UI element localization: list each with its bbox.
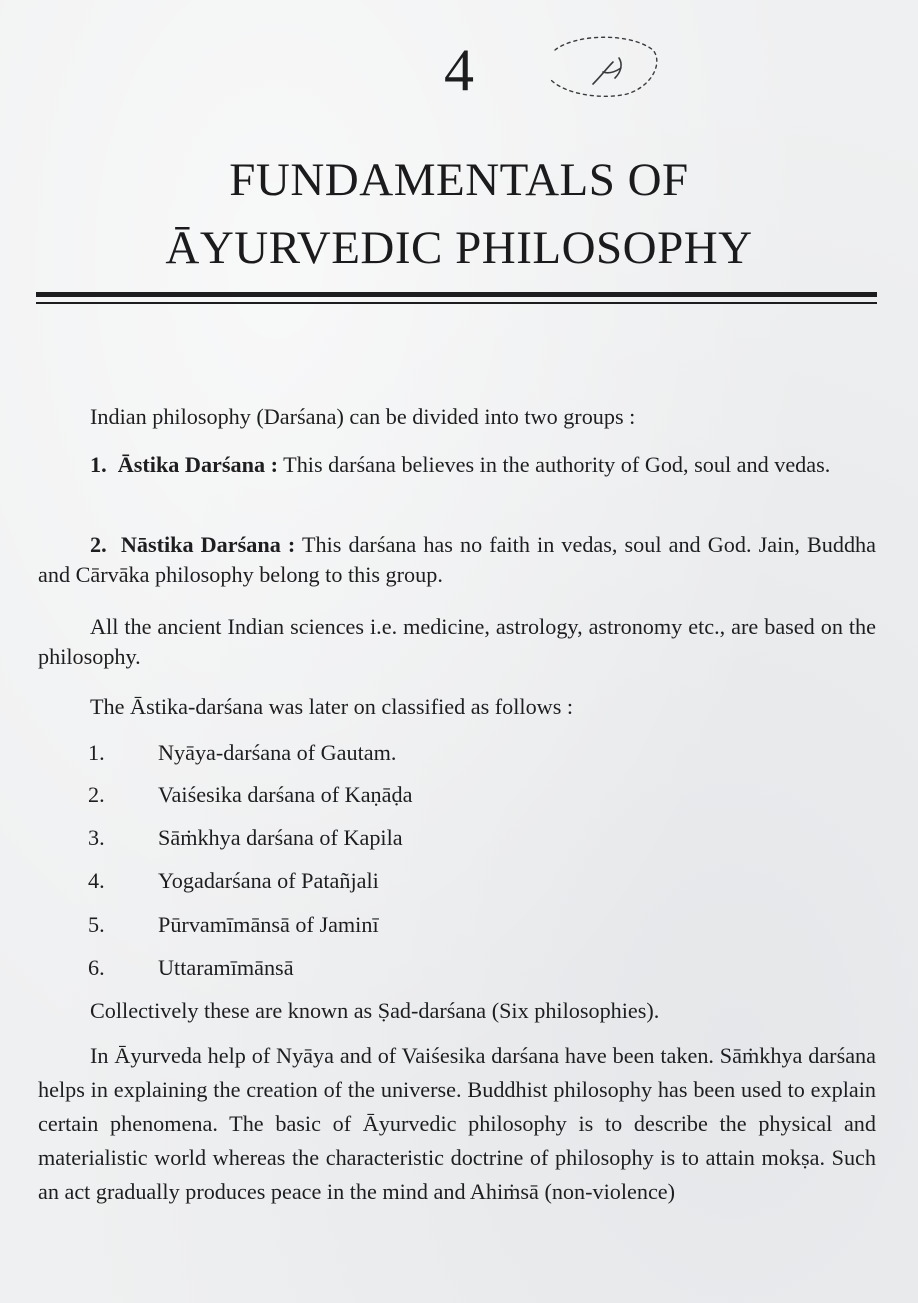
sciences-paragraph: All the ancient Indian sciences i.e. medicine, astrology, astronomy etc., are based on the philosophy. [38,614,876,669]
chapter-title-line-1: FUNDAMENTALS OF [229,154,689,206]
list-item-text: Yogadarśana of Patañjali [158,868,379,893]
chapter-number: 4 [444,37,474,103]
collective-paragraph: Collectively these are known as Ṣad-darśana (Six philosophies). [90,998,660,1023]
group-nastika-marker: 2. [90,532,107,557]
chapter-title-line-2: ĀYURVEDIC PHILOSOPHY [165,222,753,274]
list-item-number: 2. [88,782,105,807]
group-nastika-text: This darśana has no faith in vedas, soul and God. Jain, Buddha and Cārvāka philosophy belong to this group. [38,532,876,587]
list-item-text: Pūrvamīmānsā of Jaminī [158,912,379,937]
list-item-text: Vaiśesika darśana of Kaṇāḍa [158,782,413,807]
list-item-text: Uttaramīmānsā [158,955,294,980]
group-nastika [38,530,876,590]
list-item-number: 1. [88,740,105,765]
list-item-text: Nyāya-darśana of Gautam. [158,740,397,765]
group-astika-text: This darśana believes in the authority of God, soul and vedas. [278,452,831,477]
group-astika-marker: 1. [90,452,107,477]
list-item-number: 5. [88,912,105,937]
classification-intro: The Āstika-darśana was later on classified as follows : [90,694,574,719]
group-astika-term: Āstika Darśana : [117,452,278,477]
closing-paragraph: In Āyurveda help of Nyāya and of Vaiśesika darśana have been taken. Sāṁkhya darśana helps in explaining the creation of the universe. Buddhist philosophy has been used to explain certain phenomena. The basic of Āyurvedic philosophy is to describe the physical and materialistic world whereas the characteristic doctrine of philosophy is to attain mokṣa. Such an act gradually produces peace in the mind and Ahiṁsā (non-violence) [38,1043,876,1204]
list-item-text: Sāṁkhya darśana of Kapila [158,825,403,850]
list-item-number: 3. [88,825,105,850]
list-item-number: 4. [88,868,105,893]
group-nastika-term: Nāstika Darśana : [120,532,296,557]
title-rule-thin [36,302,877,304]
group-astika [38,450,876,480]
title-rule-thick [36,292,877,297]
handwritten-margin-mark [535,28,665,108]
list-item-number: 6. [88,955,105,980]
intro-paragraph: Indian philosophy (Darśana) can be divided into two groups : [90,404,636,429]
